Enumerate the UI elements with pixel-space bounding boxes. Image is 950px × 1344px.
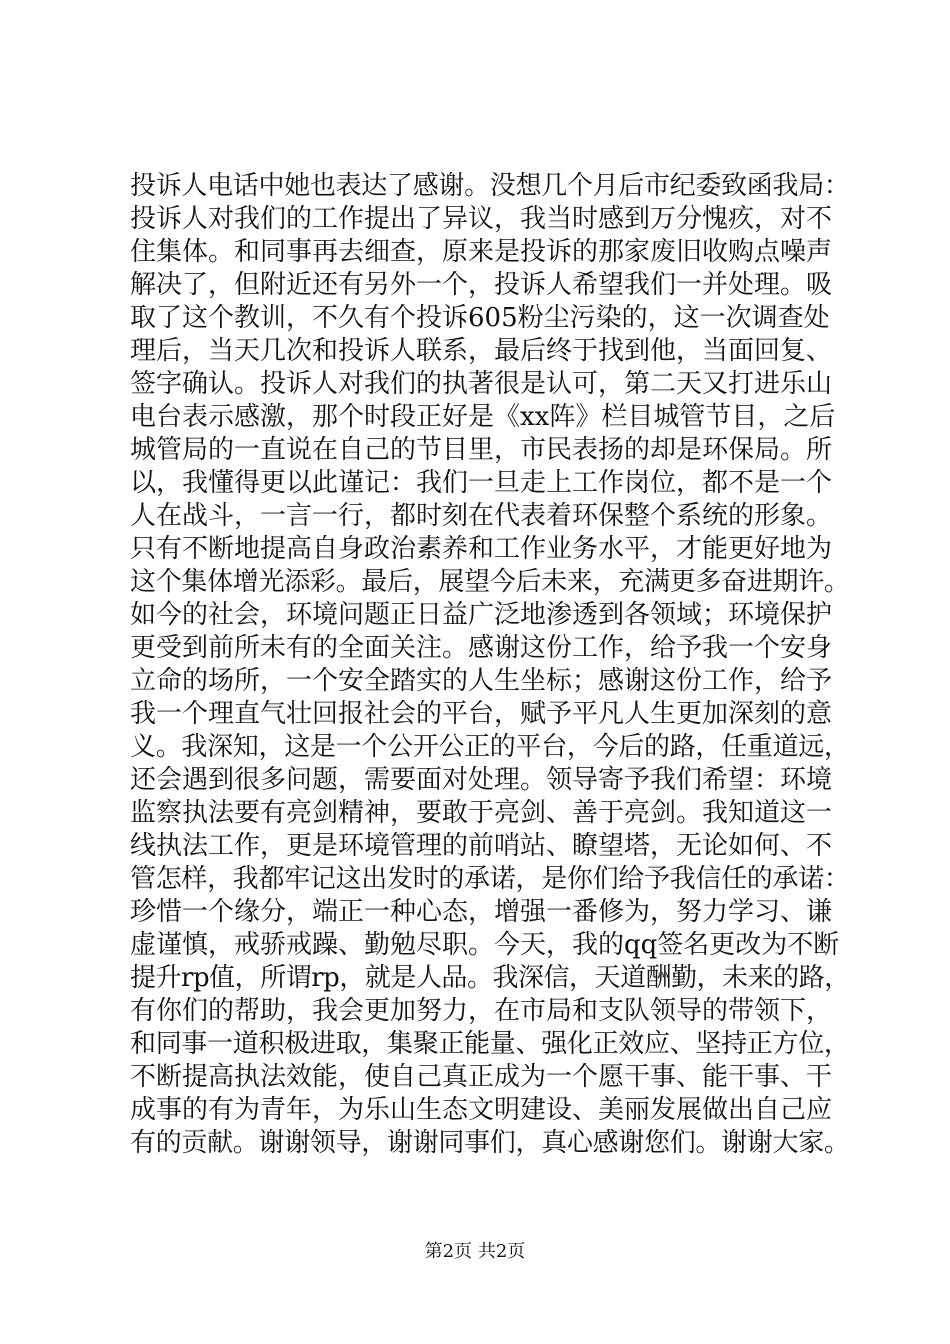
text-line: 城管局的一直说在自己的节目里，市民表扬的却是环保局。所: [130, 435, 833, 465]
text-line: 有你们的帮助，我会更加努力，在市局和支队领导的带领下，: [130, 996, 833, 1026]
text-line: 如今的社会，环境问题正日益广泛地渗透到各领域；环境保护: [130, 600, 833, 630]
text-line: 投诉人电话中她也表达了感谢。没想几个月后市纪委致函我局：: [130, 171, 850, 201]
text-line: 提升rp值，所谓rp，就是人品。我深信，天道酬勤，未来的路，: [130, 963, 850, 993]
text-line: 义。我深知，这是一个公开公正的平台，今后的路，任重道远，: [130, 732, 850, 762]
text-line: 有的贡献。谢谢领导，谢谢同事们，真心感谢您们。谢谢大家。: [130, 1128, 850, 1158]
body-paragraph: [130, 170, 850, 1160]
text-line: 取了这个教训，不久有个投诉605粉尘污染的，这一次调查处: [130, 303, 830, 333]
text-line: 管怎样，我都牢记这出发时的承诺，是你们给予我信任的承诺：: [130, 864, 850, 894]
text-line: 和同事一道积极进取，集聚正能量、强化正效应、坚持正方位，: [130, 1029, 850, 1059]
text-line: 珍惜一个缘分，端正一种心态，增强一番修为，努力学习、谦: [130, 897, 833, 927]
text-line: 成事的有为青年，为乐山生态文明建设、美丽发展做出自己应: [130, 1095, 833, 1125]
text-line: 解决了，但附近还有另外一个，投诉人希望我们一并处理。吸: [130, 270, 833, 300]
text-line: 只有不断地提高自身政治素养和工作业务水平，才能更好地为: [130, 534, 833, 564]
text-line: 电台表示感激，那个时段正好是《xx阵》栏目城管节目，之后: [130, 402, 836, 432]
text-line: 线执法工作，更是环境管理的前哨站、瞭望塔，无论如何、不: [130, 831, 833, 861]
text-line: 理后，当天几次和投诉人联系，最后终于找到他，当面回复、: [130, 336, 833, 366]
text-line: 住集体。和同事再去细查，原来是投诉的那家废旧收购点噪声: [130, 237, 833, 267]
text-line: 不断提高执法效能，使自己真正成为一个愿干事、能干事、干: [130, 1062, 833, 1092]
text-line: 立命的场所，一个安全踏实的人生坐标；感谢这份工作，给予: [130, 666, 833, 696]
text-line: 更受到前所未有的全面关注。感谢这份工作，给予我一个安身: [130, 633, 833, 663]
page-number-footer: 第2页 共2页: [424, 1241, 526, 1262]
text-line: 这个集体增光添彩。最后，展望今后未来，充满更多奋进期许。: [130, 567, 850, 597]
text-line: 虚谨慎，戒骄戒躁、勤勉尽职。今天，我的qq签名更改为不断: [130, 930, 840, 960]
text-line: 我一个理直气壮回报社会的平台，赋予平凡人生更加深刻的意: [130, 699, 833, 729]
text-line: 以，我懂得更以此谨记：我们一旦走上工作岗位，都不是一个: [130, 468, 833, 498]
text-line: 还会遇到很多问题，需要面对处理。领导寄予我们希望：环境: [130, 765, 833, 795]
text-line: 人在战斗，一言一行，都时刻在代表着环保整个系统的形象。: [130, 501, 833, 531]
text-line: 监察执法要有亮剑精神，要敢于亮剑、善于亮剑。我知道这一: [130, 798, 833, 828]
text-line: 投诉人对我们的工作提出了异议，我当时感到万分愧疚，对不: [130, 204, 833, 234]
text-line: 签字确认。投诉人对我们的执著很是认可，第二天又打进乐山: [130, 369, 833, 399]
